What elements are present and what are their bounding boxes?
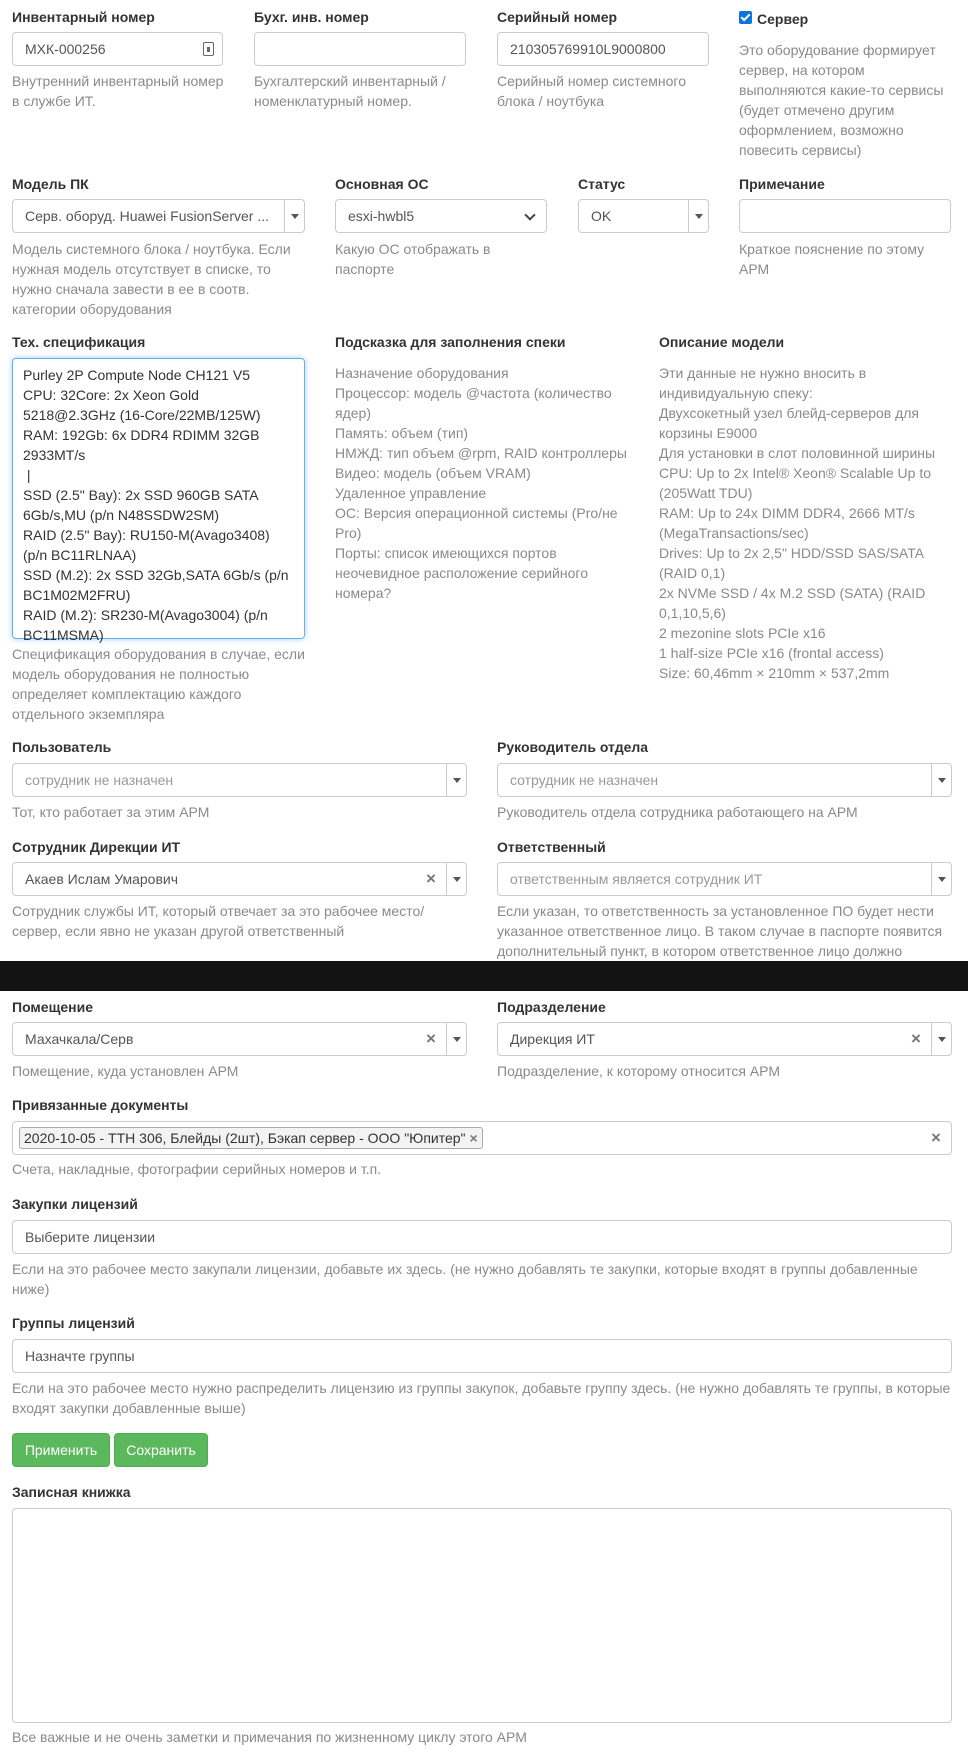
os-help: Какую ОС отображать в паспорте xyxy=(335,241,491,277)
inv-number-input[interactable]: МХК-000256 xyxy=(12,32,223,66)
room-select[interactable]: Махачкала/Серв × xyxy=(12,1022,467,1056)
head-label: Руководитель отдела xyxy=(497,739,649,755)
division-select[interactable]: Дирекция ИТ × xyxy=(497,1022,952,1056)
chevron-down-icon[interactable] xyxy=(446,1023,466,1055)
notebook-textarea[interactable] xyxy=(12,1508,952,1723)
os-label: Основная ОС xyxy=(335,176,429,192)
hint-label: Подсказка для заполнения спеки xyxy=(335,334,566,350)
model-desc-label: Описание модели xyxy=(659,334,785,350)
user-select[interactable]: сотрудник не назначен xyxy=(12,763,467,797)
spec-textarea[interactable]: Purley 2P Compute Node CH121 V5 CPU: 32Core: 2x Xeon Gold 5218@2.3GHz (16-Core/22MB/125W) RAM: 192Gb: 6x DDR4 RDIMM 32GB 2933MT/s | SSD (2.5" Bay): 2x SSD 960GB SATA 6Gb/s,MU (p/n N48SSDW2SM) RAID (2.5" Bay): RU150-M(Avago3408) (p/n BC11RLNAA) SSD (M.2): 2x SSD 32Gb,SATA 6Gb/s (p/n BC1M02M2FRU) RAID (M.2): SR230-M(Avago3004) (p/n BC11MSMA) xyxy=(12,358,305,639)
room-help: Помещение, куда установлен АРМ xyxy=(12,1063,239,1079)
model-desc-text: Эти данные не нужно вносить в индивидуальную спеку: Двухсокетный узел блейд-серверов для корзины E9000 Для установки в слот половинной ширины CPU: Up to 2x Intel® Xeon® Scalable Up to (205Watt TDU) RAM: Up to 24x DIMM DDR4, 2666 MT/s (MegaTransactions/sec) Drives: Up to 2x 2,5" HDD/SSD SAS/SATA (RAID 0,1) 2x NVMe SSD / 4x M.2 SSD (SATA) (RAID 0,1,10,5,6) 2 mezonine slots PCIe x16 1 half-size PCIe x16 (frontal access) Size: 60,46mm × 210mm × 537,2mm xyxy=(659,365,936,681)
licenses-help: Если на это рабочее место закупали лицензии, добавьте их здесь. (не нужно добавлять те закупки, которые входят в группы добавленные ниже) xyxy=(12,1261,918,1297)
model-help: Модель системного блока / ноутбука. Если нужная модель отсутствует в списке, то нужно сначала завести в ее в соотв. категории оборудования xyxy=(12,241,291,317)
note-input[interactable] xyxy=(739,199,951,233)
head-select[interactable]: сотрудник не назначен xyxy=(497,763,952,797)
chevron-down-icon[interactable] xyxy=(284,200,304,232)
docs-help: Счета, накладные, фотографии серийных номеров и т.п. xyxy=(12,1161,382,1177)
division-label: Подразделение xyxy=(497,999,606,1015)
it-staff-help: Сотрудник службы ИТ, который отвечает за это рабочее место/сервер, если явно не указан другой ответственный xyxy=(12,903,425,939)
notebook-label: Записная книжка xyxy=(12,1484,131,1500)
it-staff-label: Сотрудник Дирекции ИТ xyxy=(12,839,181,855)
note-help: Краткое пояснение по этому АРМ xyxy=(739,241,925,277)
model-select[interactable]: Серв. оборуд. Huawei FusionServer ... xyxy=(12,199,305,233)
serial-number-label: Серийный номер xyxy=(497,9,618,25)
buh-number-input[interactable] xyxy=(254,32,466,66)
licenses-input[interactable]: Выберите лицензии xyxy=(12,1220,952,1254)
buh-number-help: Бухгалтерский инвентарный / номенклатурный номер. xyxy=(254,73,446,109)
model-label: Модель ПК xyxy=(12,176,89,192)
groups-label: Группы лицензий xyxy=(12,1315,135,1331)
clear-icon[interactable]: × xyxy=(911,1029,921,1048)
inv-number-label: Инвентарный номер xyxy=(12,9,155,25)
os-select[interactable]: esxi-hwbl5 xyxy=(335,199,547,233)
user-help: Тот, кто работает за этим АРМ xyxy=(12,804,210,820)
status-label: Статус xyxy=(578,176,626,192)
chevron-down-icon[interactable] xyxy=(931,863,951,895)
clear-icon[interactable]: × xyxy=(426,1029,436,1048)
spec-label: Тех. спецификация xyxy=(12,334,146,350)
chevron-down-icon[interactable] xyxy=(446,764,466,796)
screenshot-seam xyxy=(0,961,968,991)
docs-label: Привязанные документы xyxy=(12,1097,189,1113)
remove-tag-icon[interactable]: × xyxy=(469,1130,478,1146)
notebook-help: Все важные и не очень заметки и примечания по жизненному циклу этого АРМ xyxy=(12,1729,527,1745)
serial-number-help: Серийный номер системного блока / ноутбука xyxy=(497,73,687,109)
licenses-label: Закупки лицензий xyxy=(12,1196,138,1212)
clear-icon[interactable]: × xyxy=(931,1128,941,1147)
groups-input[interactable]: Назначте группы xyxy=(12,1339,952,1373)
doc-tag xyxy=(19,1127,483,1149)
chevron-down-icon[interactable] xyxy=(931,764,951,796)
save-button[interactable]: Сохранить xyxy=(114,1433,208,1467)
it-staff-select[interactable]: Акаев Ислам Умарович × xyxy=(12,862,467,896)
responsible-label: Ответственный xyxy=(497,839,606,855)
chevron-down-icon[interactable] xyxy=(446,863,466,895)
apply-button[interactable]: Применить xyxy=(12,1433,110,1467)
serial-number-input[interactable]: 210305769910L9000800 xyxy=(497,32,709,66)
server-help: Это оборудование формирует сервер, на котором выполняются какие-то сервисы (будет отмечено другим оформлением, возможно повесить сервисы) xyxy=(739,42,944,158)
room-label: Помещение xyxy=(12,999,94,1015)
inv-number-help: Внутренний инвентарный номер в службе ИТ. xyxy=(12,73,224,109)
server-checkbox[interactable] xyxy=(739,11,752,24)
doc-tag-text: 2020-10-05 - ТТН 306, Блейды (2шт), Бэкап сервер - ООО "Юпитер" xyxy=(24,1130,466,1146)
chevron-down-icon[interactable] xyxy=(688,200,708,232)
server-checkbox-label[interactable]: Сервер xyxy=(757,11,809,27)
barcode-icon[interactable] xyxy=(203,42,214,56)
clear-icon[interactable]: × xyxy=(426,869,436,888)
responsible-select[interactable]: ответственным является сотрудник ИТ xyxy=(497,862,952,896)
docs-multiselect[interactable] xyxy=(12,1121,952,1155)
chevron-down-icon xyxy=(524,209,535,220)
note-label: Примечание xyxy=(739,176,825,192)
division-help: Подразделение, к которому относится АРМ xyxy=(497,1063,780,1079)
buh-number-label: Бухг. инв. номер xyxy=(254,9,369,25)
user-label: Пользователь xyxy=(12,739,112,755)
status-select[interactable]: OK xyxy=(578,199,709,233)
spec-help: Спецификация оборудования в случае, если модель оборудования не полностью определяет комплектацию каждого отдельного экземпляра xyxy=(12,646,305,722)
groups-help: Если на это рабочее место нужно распределить лицензию из группы закупок, добавьте группу здесь. (не нужно добавлять те группы, в которые входят закупки добавленные выше) xyxy=(12,1380,951,1416)
chevron-down-icon[interactable] xyxy=(931,1023,951,1055)
head-help: Руководитель отдела сотрудника работающего на АРМ xyxy=(497,804,858,820)
hint-text: Назначение оборудования Процессор: модель @частота (количество ядер) Память: объем (тип) НМЖД: тип объем @rpm, RAID контроллеры Видео: модель (объем VRAM) Удаленное управление ОС: Версия операционной системы (Pro/не Pro) Порты: список имеющихся портов неочевидное расположение серийного номера? xyxy=(335,365,627,601)
responsible-help: Если указан, то ответственность за установленное ПО будет нести указанное ответственное лицо. В таком случае в паспорте появится дополнительный пункт, в котором ответственное лицо должно xyxy=(497,903,943,959)
